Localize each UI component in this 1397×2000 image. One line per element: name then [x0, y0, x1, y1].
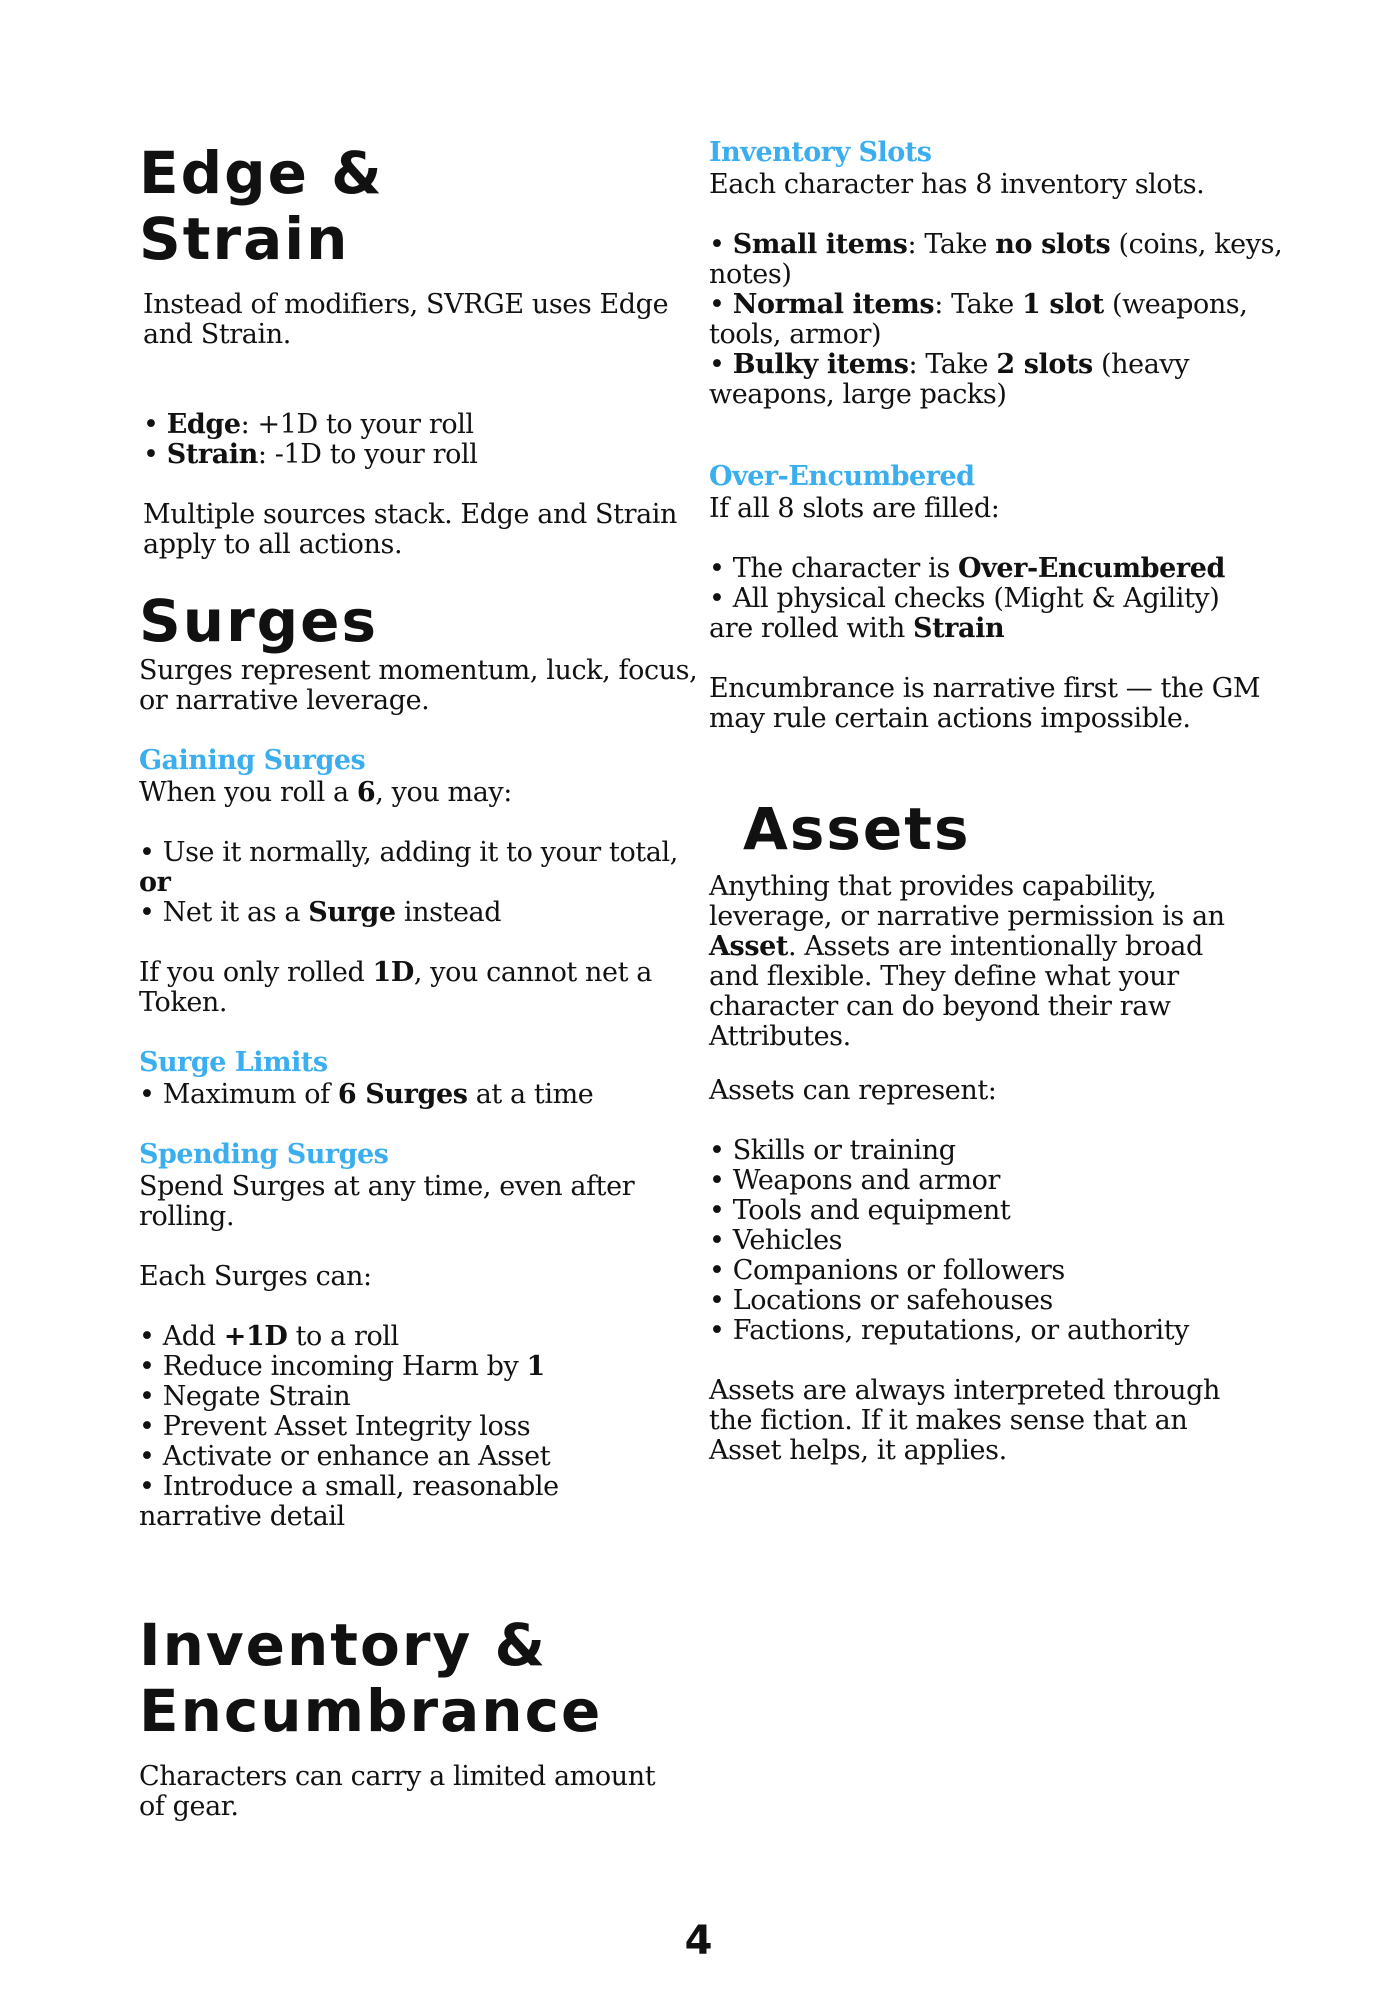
over-encumbered-block — [709, 460, 1289, 734]
gaining-text: When you roll a 6, you may: — [139, 777, 512, 808]
gaining-surges-heading: Gaining Surges — [139, 745, 366, 776]
edge-strain-intro: Instead of modifiers, SVRGE uses Edge and Strain. — [143, 289, 669, 350]
over-encumbered-text: If all 8 slots are filled: — [709, 493, 1000, 524]
inventory-slots-heading: Inventory Slots — [709, 137, 932, 168]
inventory-intro: Characters can carry a limited amount of gear. — [139, 1761, 656, 1822]
assets-intro: Anything that provides capability, leverage, or narrative permission is an Asset. Assets are intentionally broad and flexible. They define what your character can do beyond their raw Attributes. — [709, 871, 1225, 1052]
assets-body — [709, 872, 1289, 1466]
asset-type-item: • Locations or safehouses — [709, 1285, 1053, 1316]
assets-represent-text: Assets can represent: — [709, 1075, 997, 1106]
edge-strain-body — [143, 290, 703, 560]
inventory-title: Inventory & Encumbrance — [139, 1611, 603, 1745]
strain-line: • Strain: -1D to your roll — [143, 439, 478, 470]
surge-use-item: • Prevent Asset Integrity loss — [139, 1411, 531, 1442]
stack-text: Multiple sources stack. Edge and Strain apply to all actions. — [143, 499, 677, 560]
inventory-intro-block — [139, 1762, 699, 1822]
small-items-line: • Small items: Take no slots (coins, keys, notes) — [709, 229, 1283, 290]
option-or: or — [139, 867, 171, 898]
surges-intro: Surges represent momentum, luck, focus, or narrative leverage. — [139, 655, 698, 716]
surge-use-item: • Introduce a small, reasonable narrative detail — [139, 1471, 559, 1532]
option-normal: • Use it normally, adding it to your total, — [139, 837, 678, 868]
surge-limits-heading: Surge Limits — [139, 1047, 328, 1078]
surges-body — [139, 656, 699, 1532]
asset-type-item: • Weapons and armor — [709, 1165, 1001, 1196]
surge-use-item: • Negate Strain — [139, 1381, 351, 1412]
surge-use-item: • Activate or enhance an Asset — [139, 1441, 551, 1472]
assets-title: Assets — [743, 795, 971, 863]
bulky-items-line: • Bulky items: Take 2 slots (heavy weapons, large packs) — [709, 349, 1190, 410]
spending-surges-heading: Spending Surges — [139, 1139, 389, 1170]
each-surge-text: Each Surges can: — [139, 1261, 372, 1292]
spending-text: Spend Surges at any time, even after rolling. — [139, 1171, 635, 1232]
surge-limits-text: • Maximum of 6 Surges at a time — [139, 1079, 594, 1110]
over-encumbered-item: • The character is Over-Encumbered — [709, 553, 1226, 584]
inventory-slots-text: Each character has 8 inventory slots. — [709, 169, 1205, 200]
option-net: • Net it as a Surge instead — [139, 897, 502, 928]
asset-type-item: • Tools and equipment — [709, 1195, 1011, 1226]
surge-use-item: • Reduce incoming Harm by 1 — [139, 1351, 545, 1382]
encumbrance-narrative-text: Encumbrance is narrative first — the GM may rule certain actions impossible. — [709, 673, 1261, 734]
surge-use-item: • Add +1D to a roll — [139, 1321, 399, 1352]
asset-type-item: • Skills or training — [709, 1135, 956, 1166]
page-number: 4 — [684, 1918, 713, 1964]
only-1d-text: If you only rolled 1D, you cannot net a Token. — [139, 957, 652, 1018]
asset-type-item: • Factions, reputations, or authority — [709, 1315, 1190, 1346]
edge-strain-title: Edge & Strain — [139, 139, 384, 273]
over-encumbered-heading: Over-Encumbered — [709, 461, 975, 492]
surges-title: Surges — [139, 587, 379, 655]
normal-items-line: • Normal items: Take 1 slot (weapons, tools, armor) — [709, 289, 1248, 350]
asset-type-item: • Vehicles — [709, 1225, 843, 1256]
over-encumbered-item: • All physical checks (Might & Agility) are rolled with Strain — [709, 583, 1220, 644]
asset-type-item: • Companions or followers — [709, 1255, 1065, 1286]
edge-line: • Edge: +1D to your roll — [143, 409, 474, 440]
inventory-slots-block — [709, 136, 1289, 410]
assets-closing-text: Assets are always interpreted through the fiction. If it makes sense that an Asset helps, it applies. — [709, 1375, 1220, 1466]
